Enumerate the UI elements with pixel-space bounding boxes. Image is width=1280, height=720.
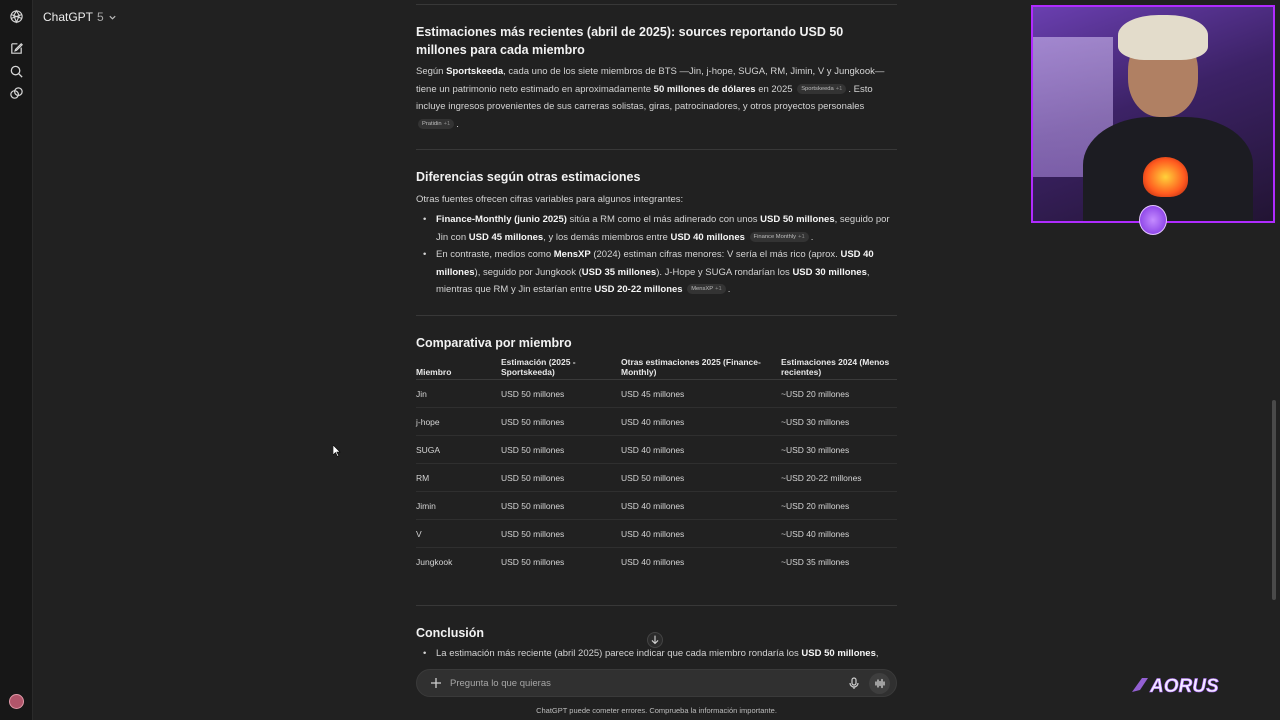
- table-row: [416, 520, 897, 548]
- streamer-hair: [1118, 15, 1208, 60]
- table-row: [416, 380, 897, 408]
- left-rail: [0, 0, 33, 720]
- table-cell: USD 50 millones: [501, 464, 621, 492]
- table-cell: USD 50 millones: [501, 520, 621, 548]
- library-icon[interactable]: [9, 86, 24, 101]
- table-header-row: [416, 357, 897, 380]
- table-cell: USD 50 millones: [501, 408, 621, 436]
- chevron-down-icon: [108, 13, 117, 22]
- list-item: • Finance-Monthly (junio 2025) sitúa a RM como el más adinerado con unos USD 50 millones, seguido por Jin con USD 45 millones, y los demás miembros entre USD 40 millones Finance Monthly +1 .: [436, 211, 896, 246]
- aorus-logo: [1128, 670, 1244, 700]
- new-chat-icon[interactable]: [9, 41, 24, 56]
- column-header: Otras estimaciones 2025 (Finance-Monthly): [621, 357, 781, 380]
- table-cell: SUGA: [416, 436, 501, 464]
- section-divider: [416, 605, 897, 606]
- table-cell: USD 40 millones: [621, 492, 781, 520]
- table-cell: USD 50 millones: [501, 492, 621, 520]
- section-paragraph: Según Sportskeeda, cada uno de los siete miembros de BTS —Jin, j-hope, SUGA, RM, Jimin, V y Jungkook— tiene un patrimonio neto estimado en aproximadamente 50 millones de dólares en 2025 Sportskeeda +1 . Esto incluye ingresos provenientes de sus carreras solistas, giras, patrocinadores, y otros proyectos personales Pratidin +1 .: [416, 66, 885, 130]
- table-cell: ~USD 30 millones: [781, 408, 897, 436]
- scrollbar-thumb[interactable]: [1272, 400, 1276, 600]
- table-cell: V: [416, 520, 501, 548]
- prompt-composer[interactable]: [416, 669, 897, 697]
- svg-text:AORUS: AORUS: [1150, 676, 1219, 697]
- section-paragraph: Otras fuentes ofrecen cifras variables para algunos integrantes:: [416, 194, 684, 205]
- table-cell: USD 50 millones: [501, 380, 621, 408]
- source-chip[interactable]: Pratidin +1: [418, 119, 454, 129]
- table-cell: USD 50 millones: [501, 436, 621, 464]
- waveform-icon: [869, 673, 890, 694]
- table-cell: ~USD 20 millones: [781, 380, 897, 408]
- webcam-overlay: [1031, 5, 1275, 223]
- table-cell: ~USD 40 millones: [781, 520, 897, 548]
- table-cell: ~USD 30 millones: [781, 436, 897, 464]
- attach-plus-icon[interactable]: [429, 676, 443, 690]
- list-item: • En contraste, medios como MensXP (2024) estiman cifras menores: V sería el más rico (aprox. USD 40 millones), seguido por Jungkook (USD 35 millones). J-Hope y SUGA rondarían los USD 30 millones, mientras que RM y Jin estarían entre USD 20-22 millones MensXP +1 .: [436, 246, 896, 299]
- flame-graphic: [1143, 157, 1188, 197]
- mouse-cursor-icon: [333, 445, 341, 457]
- table-cell: Jin: [416, 380, 501, 408]
- model-selector[interactable]: [43, 10, 117, 24]
- section-divider: [416, 149, 897, 150]
- table-row: [416, 492, 897, 520]
- source-chip[interactable]: Finance Monthly +1: [750, 232, 809, 242]
- table-cell: USD 40 millones: [621, 556, 685, 567]
- table-cell: USD 50 millones: [621, 464, 781, 492]
- table-row: [416, 408, 897, 436]
- table-cell: RM: [416, 464, 501, 492]
- voice-mode-button[interactable]: [869, 673, 890, 694]
- table-cell: Jungkook: [416, 556, 453, 567]
- list-item: • La estimación más reciente (abril 2025) parece indicar que cada miembro rondaría los USD 50 millones,: [436, 645, 896, 663]
- model-version: 5: [97, 10, 104, 24]
- section-heading: Conclusión: [416, 626, 485, 640]
- table-row: [416, 548, 897, 576]
- user-avatar[interactable]: [9, 694, 24, 709]
- table-cell: USD 40 millones: [621, 408, 781, 436]
- column-header: Estimación (2025 - Sportskeeda): [501, 357, 621, 380]
- table-cell: USD 50 millones: [501, 556, 565, 567]
- table-cell: ~USD 20-22 millones: [781, 464, 897, 492]
- comparison-table: [416, 357, 897, 576]
- column-header: Miembro: [416, 357, 501, 380]
- scroll-to-bottom-button[interactable]: [647, 632, 663, 648]
- section-divider: [416, 4, 897, 5]
- source-chip[interactable]: MensXP +1: [687, 284, 726, 294]
- table-cell: USD 40 millones: [621, 520, 781, 548]
- table-cell: ~USD 35 millones: [781, 556, 850, 567]
- section-heading: Comparativa por miembro: [416, 336, 572, 350]
- section-heading: Estimaciones más recientes (abril de 2025): sources reportando USD 50 millones para cada miembro: [416, 25, 844, 57]
- search-icon[interactable]: [9, 64, 24, 79]
- disclaimer-text: ChatGPT puede cometer errores. Comprueba la información importante.: [536, 706, 777, 715]
- arrow-down-icon: [648, 633, 662, 647]
- table-row: [416, 436, 897, 464]
- column-header: Estimaciones 2024 (Menos recientes): [781, 357, 897, 380]
- openai-logo-icon[interactable]: [9, 9, 24, 24]
- table-cell: j-hope: [416, 408, 501, 436]
- table-cell: USD 45 millones: [621, 380, 781, 408]
- section-heading: Diferencias según otras estimaciones: [416, 170, 641, 184]
- microphone-icon[interactable]: [847, 676, 861, 690]
- table-cell: Jimin: [416, 492, 501, 520]
- table-cell: ~USD 20 millones: [781, 492, 897, 520]
- source-chip[interactable]: Sportskeeda +1: [797, 84, 846, 94]
- model-name: ChatGPT: [43, 10, 94, 24]
- table-cell: USD 40 millones: [621, 436, 781, 464]
- table-row: [416, 464, 897, 492]
- streamer-badge-icon: [1139, 205, 1167, 235]
- section-divider: [416, 315, 897, 316]
- prompt-input[interactable]: Pregunta lo que quieras: [450, 678, 551, 689]
